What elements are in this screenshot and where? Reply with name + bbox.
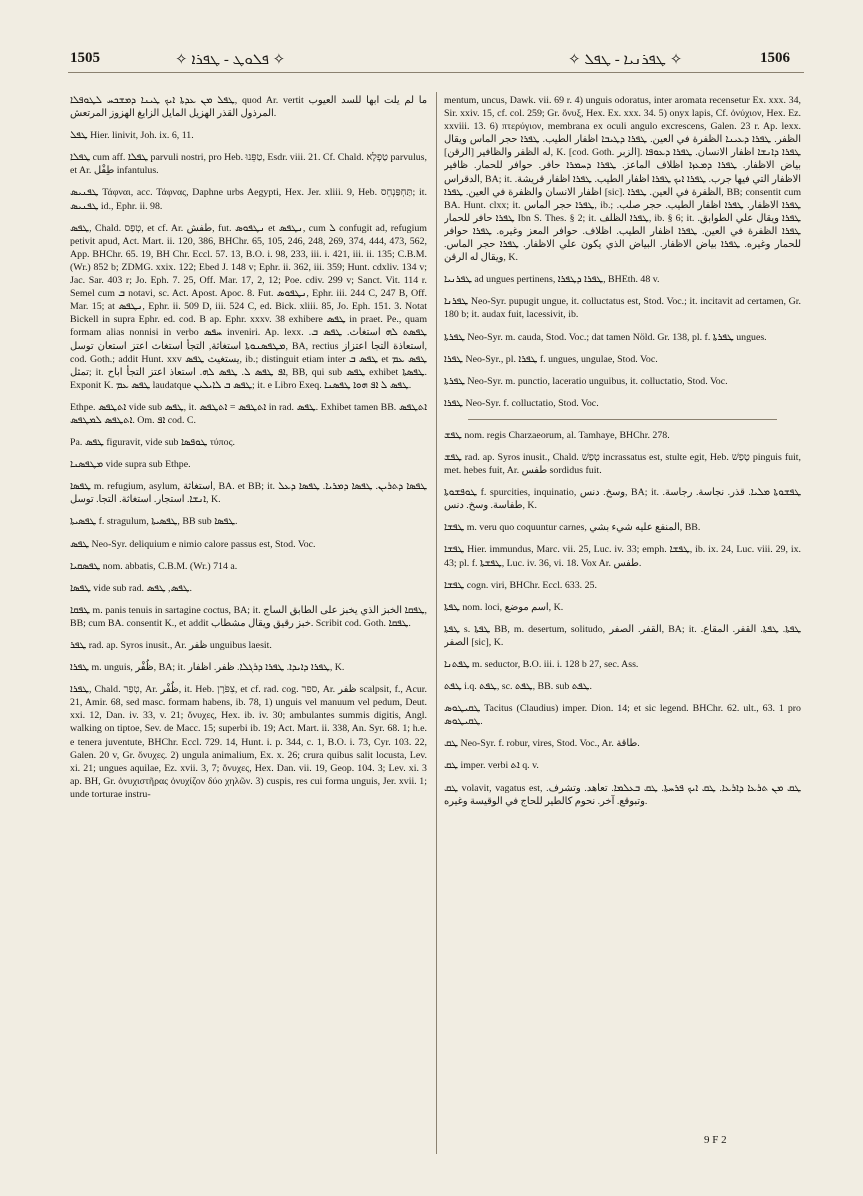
dictionary-entry: ܛܦܣܐ m. refugium, asylum, استغاثة, BA. et BB; it. ܛܦܣܐ ܕܬܪܝܢ. ܛܦܣܐ ܕܡܪܝܐ. ܛܦܣܐ ܕܥܠ ܐܢܫܐ. استجار. استغاثة. التجا. توسل, K. xyxy=(70,481,427,506)
section-rule xyxy=(468,419,777,420)
dictionary-entry: ܛܦܪܬܐ Neo-Syr. m. punctio, laceratio unguibus, it. colluctatio, Stod. Voc. xyxy=(444,375,728,387)
left-page-number: 1505 xyxy=(70,50,100,66)
header-rule xyxy=(68,72,804,73)
dictionary-entry: ܛܦܫܐ m. veru quo coquuntur carnes, المنفع عليه شيء بشي, BB. xyxy=(444,522,701,534)
dictionary-entry: ܛܦܪ rad. ap. Syros inusit., Ar. ظفر unguibus laesit. xyxy=(70,640,272,651)
signature-mark: 9 F 2 xyxy=(704,1134,727,1146)
dictionary-entry: ܛܦܣ Neo-Syr. deliquium e nimio calore passus est, Stod. Voc. xyxy=(70,538,316,550)
dictionary-entry: ܛܦܣܩܝܐ nom. abbatis, C.B.M. (Wr.) 714 a. xyxy=(70,560,238,572)
dictionary-entry: ܛܦܫܐ cogn. viri, BHChr. Eccl. 633. 25. xyxy=(444,579,597,591)
left-column xyxy=(70,94,427,810)
dictionary-entry: ܛܦܣܝܬܐ f. stragulum, ܛܦܣܝܬܐ, BB sub ܛܦܣܐ. xyxy=(70,516,238,528)
dictionary-entry: ܛܩ imper. verbi ܐܬ q. v. xyxy=(444,760,539,772)
dictionary-entry: ܛܦܬ i.q. ܛܦܬ, sc. ܛܦܬ, BB. sub ܛܦܬ. xyxy=(444,681,592,693)
right-column xyxy=(444,94,801,817)
dictionary-entry: ܛܦܬܐ nom. loci, اسم موضع, K. xyxy=(444,601,564,613)
dictionary-entry: ܛܘܦܫܘܬܐ f. spurcities, inquinatio, وسخ. دنس, BA; it. ܛܦܫܘܬܐ ܡܠܝܐ. قذر. نجاسة. رجاسة. طفاسة. وسخ. دنس, K. xyxy=(444,487,801,512)
dictionary-entry: ܛܩ Neo-Syr. f. robur, vires, Stod. Voc., Ar. طاقة. xyxy=(444,738,640,750)
left-running-head: ✧ ܦܠܘܛ - ܛܦܪܐ ✧ xyxy=(175,52,286,68)
dictionary-entry: Ethpe. ܐܬܛܦܣ vide sub ܛܦܣ, it. ܐܬܛܦܣ = ܐܬܛܦܣ in rad. ܛܦܣ. Exhibet tamen BB. ܐܬܛܦܣ ܐܬܛܦܣ ܠܡܛܦܣ. Om. ܐܦ cod. C. xyxy=(70,401,427,426)
dictionary-entry: ܛܦܪܢܐ Neo-Syr. pupugit ungue, it. colluctatus est, Stod. Voc.; it. incitavit ad certamen, Gr. 180 b; it. audax fuit, lacessivit, ib. xyxy=(444,296,801,321)
dictionary-entry: ܛܦܬܐ s. ܛܦܬܐ BB, m. desertum, solitudo, القفر. الصفر, BA; it. ܛܦܬܐ. ܛܦܬܐ. القفر. المقاع. الصفر [sic], K. xyxy=(444,623,801,648)
dictionary-entry: ܛܦܢܝܣ Τάφναι, acc. Τάφνας, Daphne urbs Aegypti, Hex. Jer. xliii. 9, Heb. תַּחְפַּנְחֵס; it. ܛܦܢܝܣ id., Ephr. ii. 98. xyxy=(70,187,427,212)
dictionary-entry: ܛܦܩܐ m. panis tenuis in sartagine coctus, BA; it. ܛܦܩܐ الخبز الذي يخبز على الطابق الساج, BB; cum BA. consentit K., et addit خبز رقيق ويقال مشطاب. Scribit cod. Goth. ܛܦܩܐ. xyxy=(70,604,427,629)
dictionary-entry: ܛܦܣܐ vide sub rad. ܛܦܣ, ܛܦܣ. xyxy=(70,582,193,594)
dictionary-entry: ܡܛܦܣܢܐ vide supra sub Ethpe. xyxy=(70,459,191,471)
dictionary-entry: ܛܦܪܐ, Chald. טְפַר, Ar. ظُفْر, it. Heb. צִפֹּרֶן, et cf. rad. cog. ספר, Ar. ظفر scalpsit, f., Acur. 21, Amir. 68, sed masc. formam habens, ib. 78, 1) unguis vel manuum vel pedum, Deut. xxi. 12, Dan. iv. 33, v. 21; ὄνυχες, Hex. ib. iv. 30; ambulantes summis digitis, Angl. walking on tiptoe, Sev. de Macc. 15; superbi ib. 19; Act. Mart. ii. 338, An. Syr. 68. 1; h.e. e tenera juventute, BHChr. Eccl. 729. 14, Hunt. i. p. 344, c. 1, B.O. i. 73, Cyr. 103. 22, Galen. 20 v, Gr. ὄνυχες. 2) ungula animalium, Ex. x. 26; crura quibus salit locusta, Lev. xi. 21; ungues aquilae, Ez. xvii. 3, 7; ὄνυχες, Hex. Dan. vii. 19, Geop. 104. 3; Lev. xi. 3 ap. BH, Gr. ὀνυχιστῆρας ὀνυχίζον δύο χηλῶν. 3) cuspis, res cui forma unguis, Jer. xvii. 1; unde torturae instru- xyxy=(70,684,427,800)
dictionary-entry: ܛܦܪܐ Neo-Syr., pl. ܛܦܪܐ f. ungues, ungulae, Stod. Voc. xyxy=(444,353,658,365)
dictionary-entry: ܛܦܫ nom. regis Charzaeorum, al. Tamhaye, BHChr. 278. xyxy=(444,429,670,441)
dictionary-entry: mentum, uncus, Dawk. vii. 69 r. 4) unguis odoratus, inter aromata recensetur Ex. xxx. 34, Sir. xxiv. 15, cf. col. 259; Gr. ὄνυξ, Hex. Ex. xxx. 34. 5) onyx lapis, Cf. ὀνύχιον, Hex. Ez. xxviii. 13. 6) πτερύγιον, membrana ex oculi angulo excrescens, Galen. 23 r. Ap. lexx. الظفر. ܛܦܪܐ ܕܥܝܢܐ الظفرة في العين. ܛܦܪܐ ܕܛܝܒܐ اظفار الطيب. ܛܦܪܐ حجر الماس ويقال له الظفر والظافير [الرقن], K. [cod. Goth. الزبر]. ܛܦܪܐ ܕܐܢܫܐ اظفار الانسان. ܛܦܪܐ ܕܥܘܦܐ بياض الاظفار. ܛܦܪܐ ܕܡܥܙܐ اظلاف الماعز. ܛܦܪܐ ܕܚܡܪܐ حافر. حوافر للحمار. ظافير الدقراس, BA; it. الاظفار التي فيها جرب. ܛܦܪܐ ܐܝܟ ܛܦܪܐ اظفار الطيب. ܛܦܪܐ اظفار قريشة. اظفار الانسان والظفرة في العين. ܛܦܪܐ [sic]. الظفرة في العين. ܛܦܪܐ, BB; consentit cum BA. Hunt. clxx; it. ܛܦܪܐ حجر الماس, ib.; ܛܦܪܐ الاظفار. ܛܦܪܐ اظفار الطيب. حجر صلب. ܛܦܪܐ حافر للحمار Ibn S. Thes. § 2; it. ܛܦܪܐ الظلف, ib. § 6; it. ܛܦܪܐ ويقال علي الطوابق. ܛܦܪܐ الظفرة في العين. ܛܦܪܐ اظفار الطيب. اظلاف. حوافر المعز وغيره. ܛܦܪܐ حوافر للحمار وغيره. ܛܦܪܐ بياض الاظفار. البياض الذي يكون علي الاظفار. ܛܦܪܐ حجر الماس. ويقال له الرقن, K. xyxy=(444,95,801,264)
dictionary-entry: ܛܦܪܐ m. unguis, ظُفْر, BA; it. ܛܦܪܐ ܕܐܝܕܐ. ܛܦܪܐ ܕܪܓܠܐ. ظفر. اظفار, K. xyxy=(70,662,345,674)
dictionary-entry: ܛܦܠ ܡܢ ܥܕܬܐ ܐܝܟ ܛܝܢܐ ܕܡܫܟܚ ܠܛܘܦܠܐ, quod Ar. vertit ما لم يلت ابها للسد العيوب المرذول القذر الهزيل المايل الزايغ الهزوز المرتعش. xyxy=(70,95,427,120)
dictionary-entry: ܛܦܪܢܝܐ ad ungues pertinens, ܛܦܪܐ ܕܛܦܪܐ, BHEth. 48 v. xyxy=(444,274,660,286)
dictionary-entry: ܛܦܪܬܐ Neo-Syr. m. cauda, Stod. Voc.; dat tamen Nöld. Gr. 138, pl. f. ܛܦܪܬܐ ungues. xyxy=(444,331,767,343)
dictionary-entry: ܛܩܝܛܘܣ Tacitus (Claudius) imper. Dion. 14; et sic legend. BHChr. 62. ult., 63. 1 pro ܛܩܝܛܘܣ. xyxy=(444,703,801,728)
dictionary-entry: ܛܦܠܐ cum aff. ܛܦܠܐ parvuli nostri, pro Heb. טַפֵּנוּ, Esdr. viii. 21. Cf. Chald. טַפְלָא parvulus, et Ar. طِفْل infantulus. xyxy=(70,152,427,177)
dictionary-entry: ܛܦܠ Hier. linivit, Joh. ix. 6, 11. xyxy=(70,130,194,142)
right-page-number: 1506 xyxy=(760,50,790,66)
dictionary-entry: ܛܦܬܢܐ m. seductor, B.O. iii. i. 128 b 27, sec. Ass. xyxy=(444,659,639,670)
dictionary-entry: ܛܦܪܐ Neo-Syr. f. colluctatio, Stod. Voc. xyxy=(444,397,599,409)
dictionary-entry: ܛܦܫܐ Hier. immundus, Marc. vii. 25, Luc. iv. 33; emph. ܛܦܫܐ, ib. ix. 24, Luc. viii. 29, ix. 43; pl. f. ܛܦܫܬܐ, Luc. iv. 36, vi. 18. Vox Ar. طفس. xyxy=(444,544,801,569)
column-divider xyxy=(436,92,437,1154)
dictionary-entry: ܛܩ volavit, vagatus est, ܛܩ ܡܢ ܬܪܥܐ ܕܐܪܥܐ. ܛܩ ܐܝܟ ܦܪܚܬܐ. ܛܩ ܒܥܠܡܐ. تعاهد. وتشرف. وتبوقع. آخر. نحوم كالطير للحاج في الوقيسة وغيره. xyxy=(444,782,801,807)
dictionary-entry: ܛܦܣ, Chald. טְפַס, et cf. Ar. طفش, fut. ܢܛܦܘܣ et ܢܛܦܣ, cum ܠ confugit ad, refugium petivit apud, Act. Mart. ii. 120, 386, BHChr. 65, 105, 246, 248, 269, 374, 444, 473, 562, App. BHChr. 65. 19, BH Chr. Eccl. 57. 13, B.O. i. 98, 233, iii. i. 421, iii. ii. 135; C.B.M. (Wr.) 852 b; ZDMG. xxix. 122; Ebed J. 148 v; Ephr. ii. 362, iii. 359; Hunt. cdxliv. 134 v; Jac. Sar. 403 r; Jo. Eph. 7. 25, Off. Mar. 17, 2, 12; Poe. cdiv. 299 v; Sanct. Vit. 114 r. Semel cum ܒ notavi, sc. Act. Apost. Apoc. 8. Fut. ܢܛܦܘܣ, Ephr. iii. 244 C, 247 B, Off. Mar. 15; at ܢܛܦܣ, Ephr. ii. 509 D, iii. 524 C, ed. Bick. xliii. 85, Jo. Eph. 151. 3. Notat Bickell in supra Ephr. ed. cod. B ap. Ephr. xxxv. 38 exhibere ܛܦܣ in praet. Pe., quam formam alias nonnisi in verbo ܚܦܣ inveniri. Ap. lexx. ܛܦܣܬ ܠܗ استغاث. ܛܦܣ ܒ. ܡܛܦܣܢܘܬܐ استغاثة, التجأ استغاث اعتز استعان توسل, BA, rectius استعاذة التجا اعتزاز, cod. Goth.; addit Hunt. xxv يستغيث ܛܦܣ, ib.; distinguit etiam inter ܛܦܣ ܒ et ܛܦܣ ܥܡ تمثل; it. ܐܦ ܛܦܣ ܠ. ܛܦܣ ܠܗ. استعاذ اعتز التجأ اباح, BB, qui sub ܛܦܣ exhibet ܛܦܣܬܐ. Exponit K. ܛܦܣ ܥܡ laudatque ܛܦܣ ܒ ܠܐܝܠܝܢ; it. e Libro Exeq. ܛܦܣ ܠ ܐܦ ܗܘܐ ܛܦܣܢܐ. xyxy=(70,222,427,391)
dictionary-entry: ܛܦܫ rad. ap. Syros inusit., Chald. טְפַשׁ incrassatus est, stulte egit, Heb. טָפַשׁ pinguis fuit, met. hebes fuit, Ar. طفس sordidus fuit. xyxy=(444,451,801,477)
dictionary-entry: Pa. ܛܦܣ figuravit, vide sub ܛܘܦܣܐ τύπος. xyxy=(70,437,235,449)
right-running-head: ✧ ܛܦܪܢܝܐ - ܛܦܠ ✧ xyxy=(568,52,683,68)
